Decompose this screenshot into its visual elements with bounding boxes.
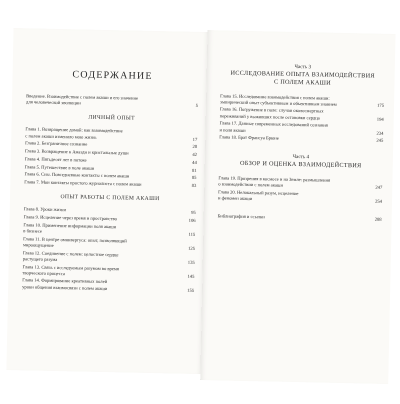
entry-page: 247 xyxy=(375,184,383,190)
entry-text: Глава 18. Брат Франсуа Брюне xyxy=(219,134,279,142)
part3-number: Часть 3 xyxy=(294,63,312,71)
left-page-content xyxy=(22,68,199,295)
part2-title: ОПЫТ РАБОТЫ С ПОЛЕМ АКАШИ xyxy=(60,194,160,203)
part4-entries xyxy=(218,175,383,205)
entry-text: Глава 4. Пятьдесят лет в потоке xyxy=(24,156,87,163)
entry-text: Введение. Взаимодействие с полем акаши и его значение для человеческой эволюции xyxy=(25,93,139,106)
entry-page: 245 xyxy=(376,138,384,144)
toc-entry-intro xyxy=(26,93,198,109)
entry-page: 194 xyxy=(376,116,384,122)
part1-entries xyxy=(24,127,197,190)
entry-text: Глава 1. Возвращение домой: как взаимодействие с полем акаши изменило мою жизнь xyxy=(25,126,123,140)
entry-text: Глава 6. Сны. Повседневные контакты с полем акаши xyxy=(24,171,130,179)
entry-page: 42 xyxy=(192,151,198,158)
entry-page: 5 xyxy=(195,103,199,109)
entry-page: 44 xyxy=(192,159,197,165)
entry-text: Глава 11. В центре омнивергуса: опыт, позволяющий мироощущение xyxy=(22,235,127,248)
entry-text: Глава 5. Путешествие в поле акаши xyxy=(24,164,95,171)
entry-text: Глава 19. Прозрения в космосе и на Земле: размышления о взаимодействии с полем акаши xyxy=(218,175,331,188)
entry-text: Глава 12. Соединение с полем: целостное сердце растущего разума xyxy=(22,249,119,262)
entry-page: 115 xyxy=(188,231,196,237)
entry-text: Библиография и ссылки xyxy=(217,213,265,220)
entry-text: Глава 2. Безграничное сознание xyxy=(25,140,88,147)
entry-text: Глава 3. Возвращение к Амазди и кристальные души xyxy=(24,148,129,156)
toc-entry xyxy=(218,175,382,191)
entry-page: 17 xyxy=(192,136,198,142)
right-page-content xyxy=(218,62,385,224)
entry-text: Глава 9. Исцеление через время и пространство xyxy=(23,214,118,222)
entry-page: 28 xyxy=(192,144,198,150)
entry-page: 95 xyxy=(191,209,196,215)
entry-text: Глава 20. Нелокальный разум, исцеление и феномен акаши xyxy=(217,189,299,202)
entry-page: 81 xyxy=(191,167,197,173)
entry-page: 155 xyxy=(187,287,195,293)
left-page xyxy=(6,28,209,374)
part1-title: ЛИЧНЫЙ ОПЫТ xyxy=(88,115,136,122)
right-page xyxy=(200,30,395,384)
entry-page: 125 xyxy=(188,245,196,251)
entry-page: 145 xyxy=(187,273,195,279)
entry-page: 234 xyxy=(376,130,384,136)
toc-entry xyxy=(22,278,194,294)
part4-number: Часть 4 xyxy=(292,154,310,161)
entry-page: 288 xyxy=(374,216,382,222)
toc-entry xyxy=(219,121,383,137)
part4-title: ОБЗОР И ОЦЕНКА ВЗАИМОДЕЙСТВИЯ xyxy=(239,160,362,170)
entry-text: Глава 15. Исследование взаимодействия с полем акаши: эмпирический опыт субъективным и объективным знанием xyxy=(220,92,337,107)
entry-page: 254 xyxy=(375,198,383,204)
entry-page: 83 xyxy=(191,183,197,189)
entry-text: Глава 14. Формирование креативных полей уроки общения взаимосвязи с полем акаши xyxy=(22,277,108,291)
part3-entries xyxy=(219,93,384,145)
entry-text: Глава 13. Связь с исследуемым разумом во время творческого процесса xyxy=(22,263,120,276)
entry-text: Глава 8. Уроки жизни xyxy=(23,206,67,213)
entry-page: 135 xyxy=(187,259,195,265)
toc-entry xyxy=(218,189,382,205)
toc-title: СОДЕРЖАНИЕ xyxy=(72,69,153,82)
entry-page: 85 xyxy=(191,175,197,181)
part3-title: ИССЛЕДОВАНИЕ ОПЫТА ВЗАИМОДЕЙСТВИЯ С ПОЛЕМ АКАШИ xyxy=(230,69,375,87)
part2-entries xyxy=(22,206,196,293)
toc-entry xyxy=(220,107,384,123)
entry-text: Глава 17. Данные современных исследований сознания и поля акаши xyxy=(219,120,328,133)
entry-text: Глава 7. Мои контакты простого журналиста с полем акаши xyxy=(24,179,142,188)
toc-entry xyxy=(220,93,384,109)
entry-page: 106 xyxy=(188,217,196,223)
entry-text: Глава 16. Погружение в поле: случаи околосмертных переживаний у выживших после остановки сердца xyxy=(219,106,324,121)
entry-text: Глава 10. Применение информации поля акаши в бизнесе xyxy=(23,221,117,234)
entry-page: 175 xyxy=(377,102,385,108)
